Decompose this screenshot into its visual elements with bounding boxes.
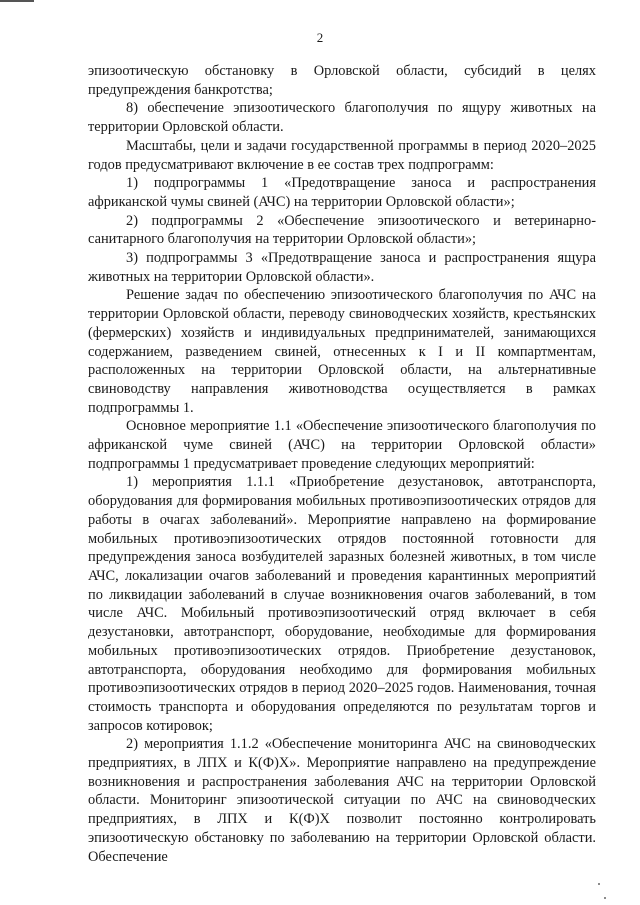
paragraph: 1) подпрограммы 1 «Предотвращение заноса и распространения африканской чумы свиней (АЧС) на территории Орловской области»; <box>88 175 596 210</box>
paragraph: 2) мероприятия 1.1.2 «Обеспечение мониторинга АЧС на свиноводческих предприятиях, в ЛПХ и К(Ф)Х». Мероприятие направлено на предупреждение возникновения и распространения заболевания АЧС на территории Орловской области. Мониторинг эпизоотической ситуации по АЧС на свиноводческих предприятиях, в ЛПХ и К(Ф)Х позволит постоянно контролировать эпизоотическую обстановку по заболеванию на территории Орловской области. Обеспечение <box>88 736 596 865</box>
paragraph: 8) обеспечение эпизоотического благополучия по ящуру животных на территории Орловской области. <box>88 100 596 136</box>
document-body <box>88 62 596 866</box>
scan-speck <box>598 883 600 885</box>
page-number: 2 <box>316 30 324 45</box>
paragraph: 3) подпрограммы 3 «Предотвращение заноса и распространения ящура животных на территории Орловской области». <box>88 250 596 285</box>
paragraph: эпизоотическую обстановку в Орловской области, субсидий в целях предупреждения банкротства; <box>88 63 596 98</box>
paragraph: Основное мероприятие 1.1 «Обеспечение эпизоотического благополучия по африканской чуме свиней (АЧС) на территории Орловской области» подпрограммы 1 предусматривает проведение следующих мероприятий: <box>88 418 596 472</box>
paragraph: 1) мероприятия 1.1.1 «Приобретение дезустановок, автотранспорта, оборудования для формирования мобильных противоэпизоотических отрядов для работы в очагах заболеваний». Мероприятие направлено на формирование мобильных противоэпизоотических отрядов постоянной готовности для предупреждения заноса возбудителей заразных болезней животных, в том числе АЧС, локализации очагов заболеваний и проведения карантинных мероприятий по ликвидации заболеваний в случае возникновения очагов заболеваний, в том числе АЧС. Мобильный противоэпизоотический отряд включает в себя дезустановки, автотранспорт, оборудование, необходимые для формирования мобильных противоэпизоотических отрядов. Приобретение дезустановок, автотранспорта, оборудования необходимо для формирования мобильных противоэпизоотических отрядов в период 2020–2025 годов. Наименования, точная стоимость транспорта и оборудования определяются по результатам торгов и запросов котировок; <box>88 474 596 734</box>
paragraph: Решение задач по обеспечению эпизоотического благополучия по АЧС на территории Орловской области, переводу свиноводческих хозяйств, крестьянских (фермерских) хозяйств и индивидуальных предпринимателей, занимающихся содержанием, разведением свиней, отнесенных к I и II компартментам, расположенных на территории Орловской области, на альтернативные свиноводству направления животноводства осуществляется в рамках подпрограммы 1. <box>88 287 596 416</box>
paragraph: Масштабы, цели и задачи государственной программы в период 2020–2025 годов предусматривают включение в ее состав трех подпрограмм: <box>88 137 596 173</box>
scan-edge-mark <box>0 0 34 2</box>
paragraph: 2) подпрограммы 2 «Обеспечение эпизоотического и ветеринарно-санитарного благополучия на территории Орловской области»; <box>88 212 596 248</box>
scan-speck <box>604 897 606 899</box>
